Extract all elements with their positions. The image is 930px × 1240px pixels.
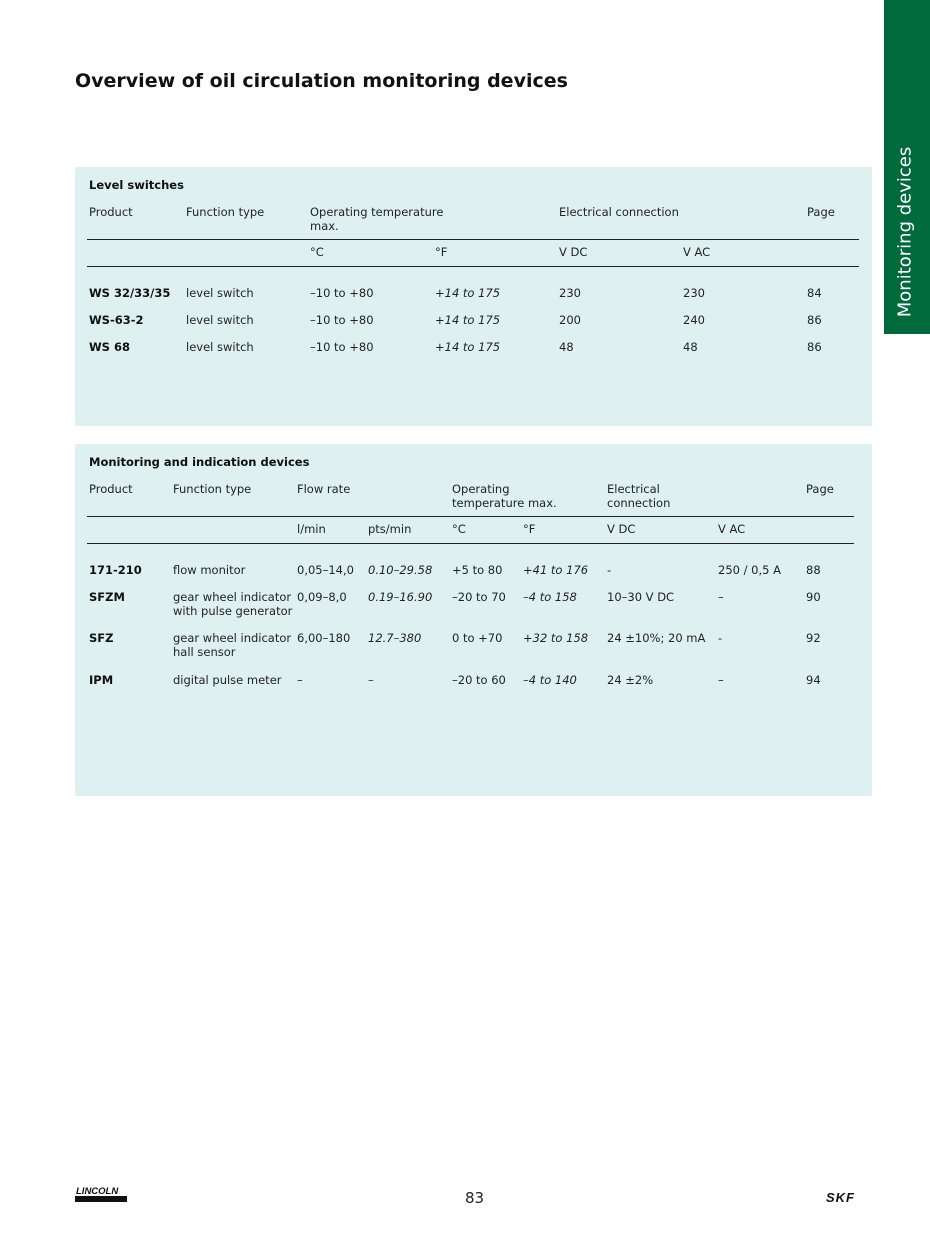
- table-row-temp-c: 0 to +70: [452, 631, 503, 645]
- table-row-product: SFZM: [89, 590, 125, 604]
- panel-title: Level switches: [89, 178, 184, 192]
- table-row-vdc: 200: [559, 313, 581, 327]
- table-row-vac: –: [718, 590, 724, 604]
- skf-logo: [826, 1190, 873, 1204]
- table-row-function-type-line2: with pulse generator: [173, 604, 293, 618]
- header-page: Page: [806, 482, 834, 496]
- header-rule-top: [87, 516, 854, 517]
- unit-ptsmin: pts/min: [368, 522, 412, 536]
- monitoring-devices-panel: [75, 444, 872, 796]
- table-row-page: 84: [807, 286, 822, 300]
- header-electrical-connection-line2: connection: [607, 496, 671, 510]
- unit-lmin: l/min: [297, 522, 326, 536]
- table-row-function-type: digital pulse meter: [173, 673, 282, 687]
- header-flow-rate: Flow rate: [297, 482, 351, 496]
- table-row-flow-lmin: 0,09–8,0: [297, 590, 347, 604]
- table-row-vac: -: [718, 631, 723, 645]
- table-row-temp-c: +5 to 80: [452, 563, 503, 577]
- header-product: Product: [89, 482, 133, 496]
- table-row-vdc: 10–30 V DC: [607, 590, 675, 604]
- panel-title: Monitoring and indication devices: [89, 455, 310, 469]
- table-row-temp-c: –10 to +80: [310, 286, 374, 300]
- table-row-vdc: -: [607, 563, 612, 577]
- table-row-page: 90: [806, 590, 821, 604]
- table-row-flow-ptsmin: 0.10–29.58: [368, 563, 433, 577]
- header-operating-temperature-line2: max.: [310, 219, 339, 233]
- table-row-function-type: flow monitor: [173, 563, 246, 577]
- table-row-temp-f: –4 to 158: [523, 590, 577, 604]
- table-row-page: 86: [807, 340, 822, 354]
- table-row-vdc: 24 ±2%: [607, 673, 654, 687]
- unit-vdc: V DC: [559, 245, 588, 259]
- unit-celsius: °C: [310, 245, 324, 259]
- table-row-product: IPM: [89, 673, 114, 687]
- unit-vdc: V DC: [607, 522, 636, 536]
- header-operating-temperature: Operating temperature: [310, 205, 444, 219]
- header-function-type: Function type: [186, 205, 265, 219]
- table-row-vdc: 48: [559, 340, 574, 354]
- table-row-vac: –: [718, 673, 724, 687]
- lincoln-logo-text: LINCOLN: [76, 1186, 119, 1197]
- unit-celsius: °C: [452, 522, 466, 536]
- table-row-temp-c: –20 to 60: [452, 673, 506, 687]
- table-row-temp-f: +14 to 175: [435, 313, 501, 327]
- table-row-function-type: level switch: [186, 286, 254, 300]
- table-row-temp-f: +14 to 175: [435, 340, 501, 354]
- unit-fahrenheit: °F: [523, 522, 536, 536]
- table-row-vac: 250 / 0,5 A: [718, 563, 781, 577]
- side-tab-label: Monitoring devices: [894, 146, 916, 318]
- unit-vac: V AC: [683, 245, 711, 259]
- unit-vac: V AC: [718, 522, 746, 536]
- skf-logo-text: SKF: [826, 1190, 855, 1204]
- unit-fahrenheit: °F: [435, 245, 448, 259]
- table-row-flow-ptsmin: 0.19–16.90: [368, 590, 433, 604]
- page-title: Overview of oil circulation monitoring devices: [75, 70, 568, 92]
- header-operating-temperature-line2: temperature max.: [452, 496, 557, 510]
- table-row-flow-lmin: 6,00–180: [297, 631, 351, 645]
- table-row-product: WS 68: [89, 340, 130, 354]
- page-number: 83: [465, 1189, 485, 1207]
- table-row-flow-ptsmin: –: [368, 673, 374, 687]
- table-row-vdc: 24 ±10%; 20 mA: [607, 631, 706, 645]
- table-row-vac: 48: [683, 340, 698, 354]
- table-row-product: WS-63-2: [89, 313, 144, 327]
- table-row-vdc: 230: [559, 286, 581, 300]
- table-row-product: SFZ: [89, 631, 114, 645]
- table-row-vac: 230: [683, 286, 705, 300]
- table-row-product: 171-210: [89, 563, 142, 577]
- header-page: Page: [807, 205, 835, 219]
- table-row-temp-c: –10 to +80: [310, 340, 374, 354]
- header-product: Product: [89, 205, 133, 219]
- table-row-temp-c: –20 to 70: [452, 590, 506, 604]
- table-row-function-type: gear wheel indicator: [173, 631, 292, 645]
- table-row-flow-ptsmin: 12.7–380: [368, 631, 422, 645]
- table-row-temp-f: +14 to 175: [435, 286, 501, 300]
- table-row-function-type: gear wheel indicator: [173, 590, 292, 604]
- table-row-page: 86: [807, 313, 822, 327]
- table-row-page: 92: [806, 631, 821, 645]
- table-row-temp-f: +41 to 176: [523, 563, 589, 577]
- table-row-page: 94: [806, 673, 821, 687]
- table-row-product: WS 32/33/35: [89, 286, 171, 300]
- table-row-flow-lmin: 0,05–14,0: [297, 563, 354, 577]
- table-row-vac: 240: [683, 313, 705, 327]
- header-electrical-connection: Electrical: [607, 482, 660, 496]
- table-row-temp-c: –10 to +80: [310, 313, 374, 327]
- lincoln-logo: [75, 1184, 129, 1204]
- table-row-temp-f: –4 to 140: [523, 673, 577, 687]
- header-rule-bottom: [87, 543, 854, 544]
- header-rule-top: [87, 239, 859, 240]
- header-function-type: Function type: [173, 482, 252, 496]
- level-switches-panel: [75, 167, 872, 426]
- header-rule-bottom: [87, 266, 859, 267]
- table-row-flow-lmin: –: [297, 673, 303, 687]
- table-row-page: 88: [806, 563, 821, 577]
- header-operating-temperature: Operating: [452, 482, 510, 496]
- table-row-function-type: level switch: [186, 340, 254, 354]
- header-electrical-connection: Electrical connection: [559, 205, 679, 219]
- table-row-function-type-line2: hall sensor: [173, 645, 236, 659]
- table-row-function-type: level switch: [186, 313, 254, 327]
- table-row-temp-f: +32 to 158: [523, 631, 589, 645]
